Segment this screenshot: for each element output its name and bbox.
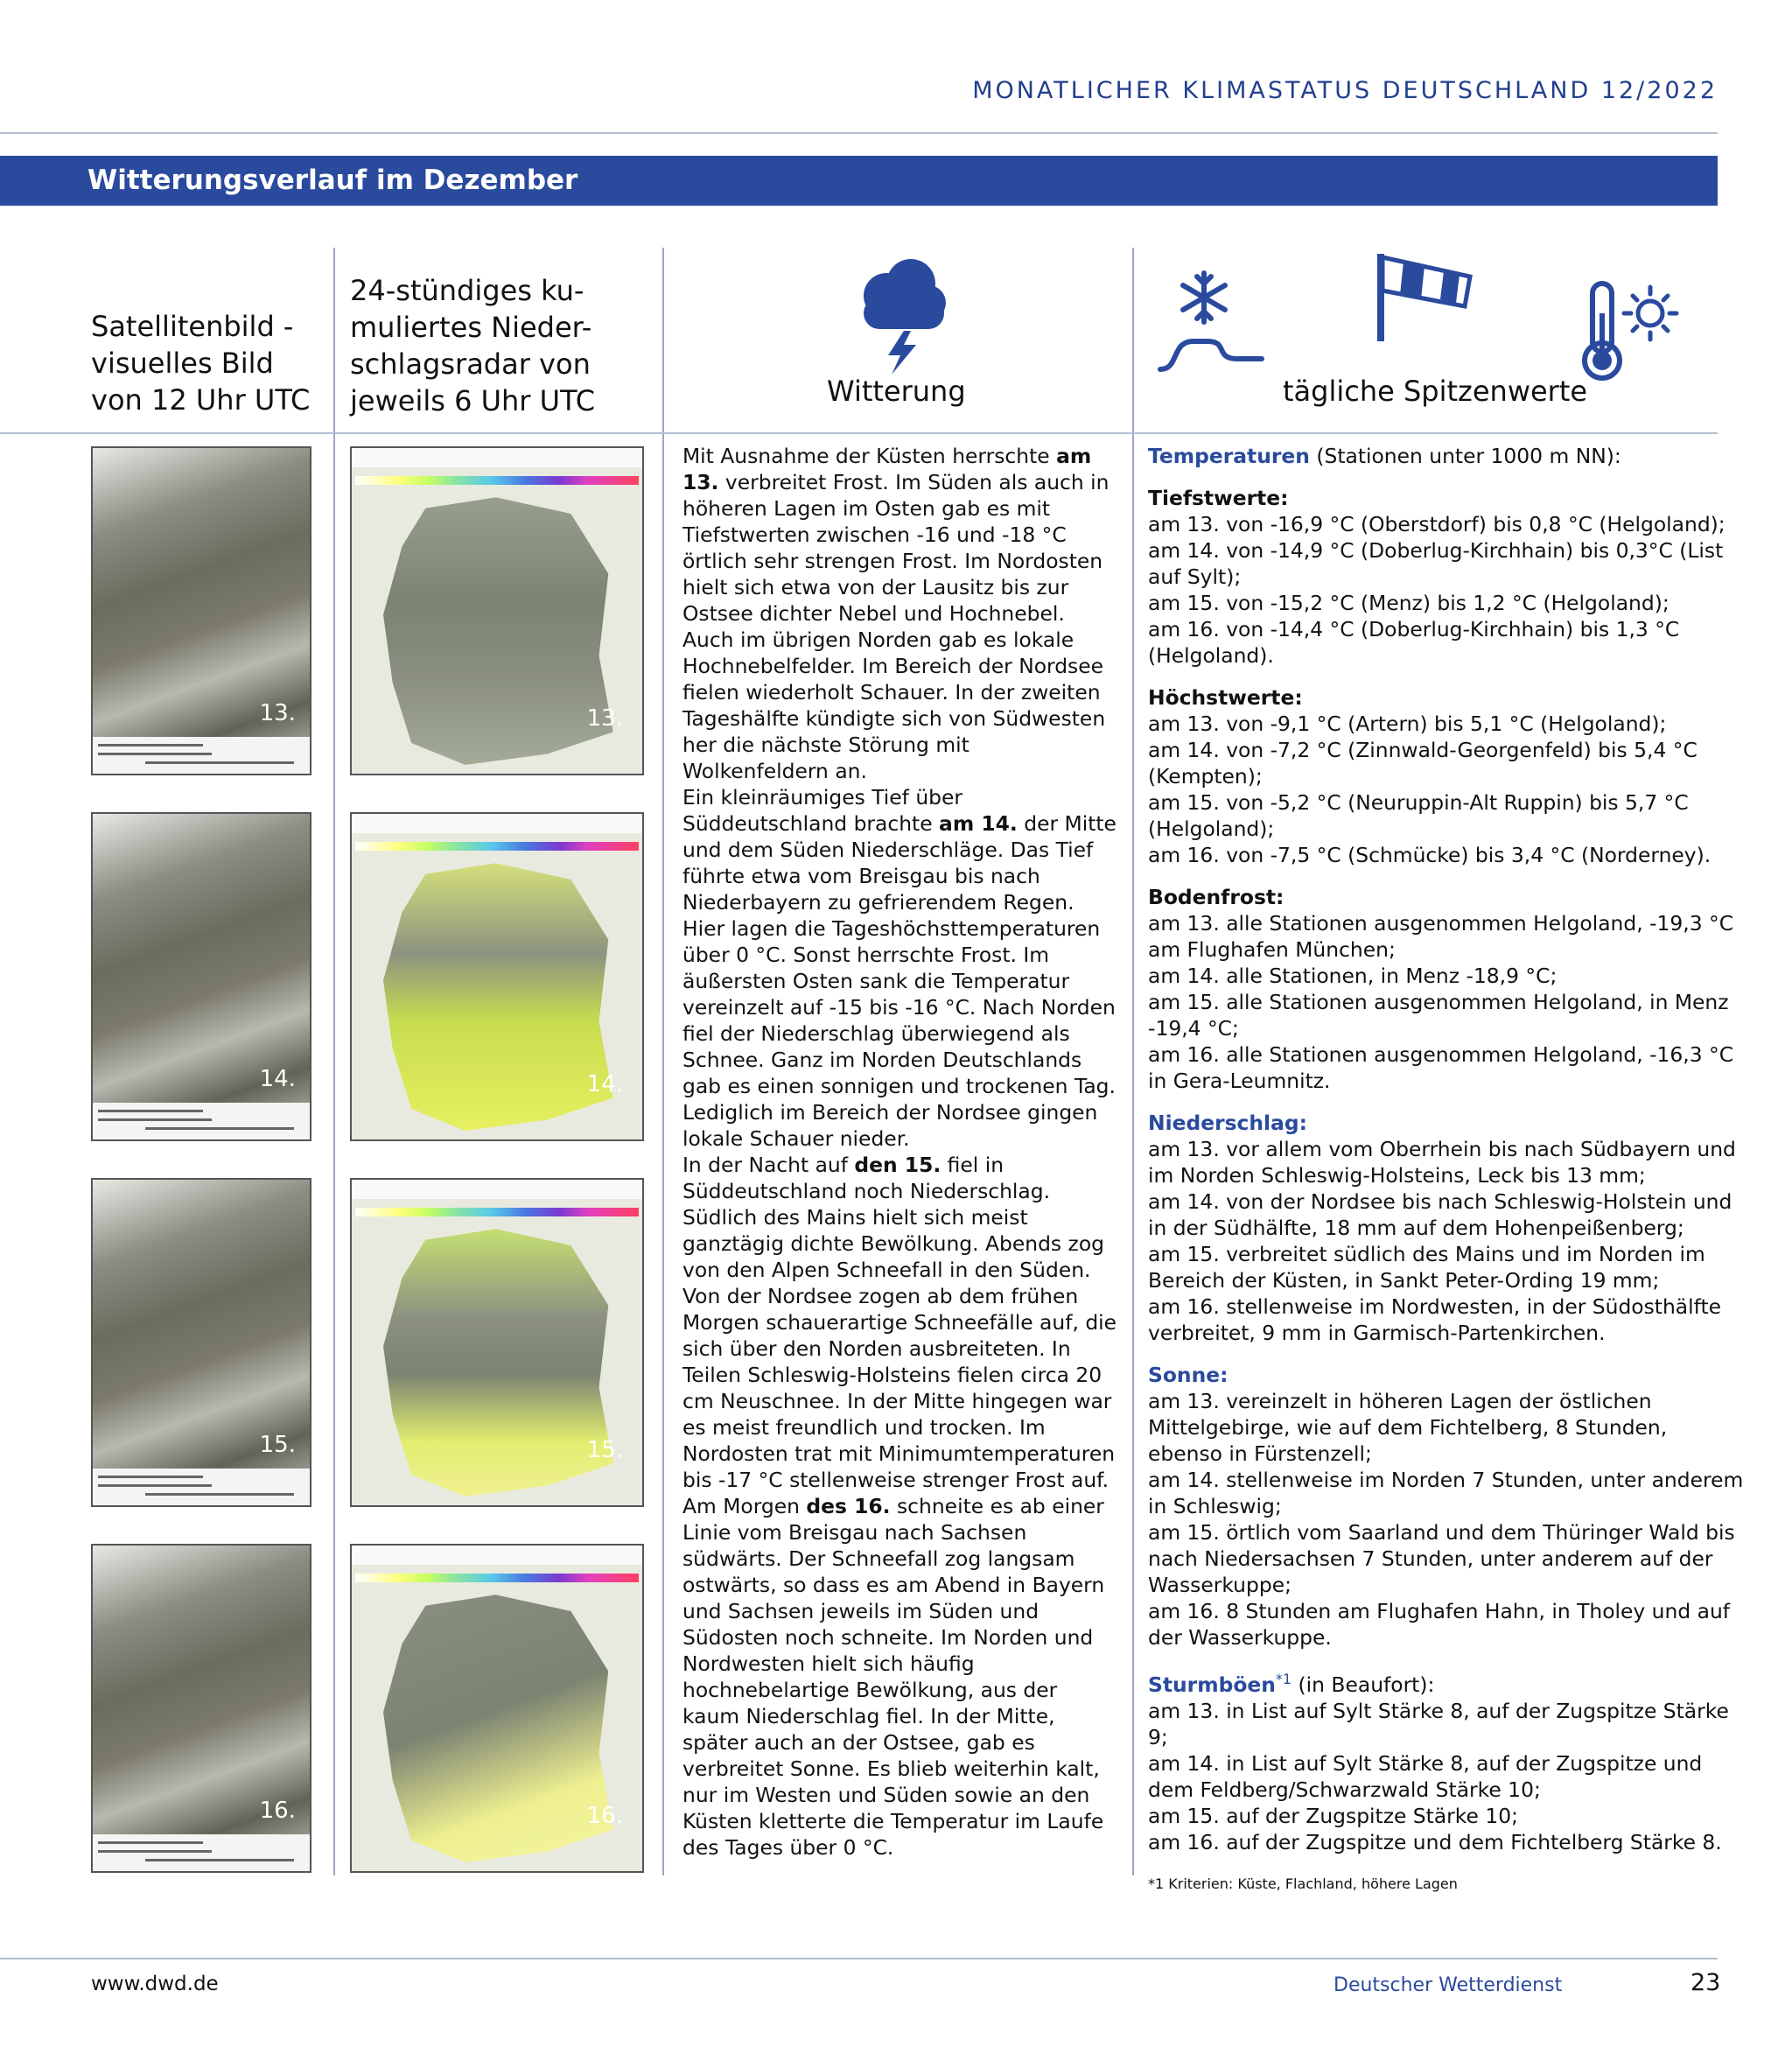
image-day-label: 16. <box>259 1798 296 1824</box>
niederschlag-title: Niederschlag: <box>1148 1111 1307 1135</box>
image-day-label: 13. <box>259 700 296 726</box>
header-line: 24-stündiges ku- <box>350 274 584 307</box>
column-header-rule <box>0 432 1718 434</box>
radar-color-scale <box>355 842 639 851</box>
radar-map <box>383 858 618 1131</box>
bodenfrost-block <box>1148 884 1745 1094</box>
list-item: am 14. in List auf Sylt Stärke 8, auf der Zugspitze und dem Feldberg/Schwarzwald Stärke 10; <box>1148 1750 1703 1802</box>
radar-color-scale <box>355 476 639 485</box>
radar-image <box>350 1544 644 1873</box>
list-item: am 13. alle Stationen ausgenommen Helgoland, -19,3 °C am Flughafen München; <box>1148 911 1734 962</box>
sonne-title: Sonne: <box>1148 1363 1228 1387</box>
column-header-spitzenwerte: tägliche Spitzenwerte <box>1283 375 1588 408</box>
footnote: *1 Kriterien: Küste, Flachland, höhere Lagen <box>1148 1875 1458 1892</box>
list-item: am 14. von der Nordsee bis nach Schleswig-Holstein und in der Südhälfte, 18 mm auf dem Hohenpeißenberg; <box>1148 1189 1732 1240</box>
tiefstwerte-block <box>1148 485 1745 669</box>
list-item: am 14. stellenweise im Norden 7 Stunden, unter anderem in Schleswig; <box>1148 1468 1744 1518</box>
list-item: am 16. von -14,4 °C (Doberlug-Kirchhain) bis 1,3 °C (Helgoland). <box>1148 617 1680 668</box>
satellite-image <box>91 812 312 1141</box>
list-item: am 15. alle Stationen ausgenommen Helgoland, in Menz -19,4 °C; <box>1148 990 1729 1041</box>
header-line: schlagsradar von <box>350 347 591 381</box>
image-caption <box>93 1834 310 1871</box>
column-header-witterung: Witterung <box>827 375 966 408</box>
header-line: muliertes Nieder- <box>350 311 592 344</box>
radar-image <box>350 446 644 775</box>
list-item: am 14. von -14,9 °C (Doberlug-Kirchhain) bis 0,3°C (List auf Sylt); <box>1148 538 1724 589</box>
temperature-note: (Stationen unter 1000 m NN): <box>1309 444 1621 468</box>
satellite-image <box>91 1178 312 1507</box>
radar-header <box>352 1546 642 1565</box>
radar-image <box>350 1178 644 1507</box>
image-day-label: 16. <box>586 1803 623 1829</box>
header-rule <box>0 132 1718 134</box>
sonne-list <box>1148 1388 1745 1651</box>
radar-color-scale <box>355 1574 639 1582</box>
satellite-image <box>91 446 312 775</box>
sturm-list <box>1148 1698 1745 1855</box>
niederschlag-list <box>1148 1136 1745 1346</box>
sonne-block <box>1148 1362 1745 1651</box>
list-item: am 14. von -7,2 °C (Zinnwald-Georgenfeld) bis 5,4 °C (Kempten); <box>1148 738 1698 789</box>
radar-color-scale <box>355 1208 639 1216</box>
image-day-label: 15. <box>259 1432 296 1458</box>
image-day-label: 13. <box>586 705 623 732</box>
thermometer-sun-icon <box>1575 278 1680 383</box>
satellite-image <box>91 1544 312 1873</box>
tiefstwerte-title: Tiefstwerte: <box>1148 486 1289 510</box>
section-banner <box>0 156 1718 206</box>
hoechstwerte-block <box>1148 684 1745 868</box>
list-item: am 16. 8 Stunden am Flughafen Hahn, in Tholey und auf der Wasserkuppe. <box>1148 1599 1731 1650</box>
sturm-footnote-marker: *1 <box>1275 1671 1292 1687</box>
list-item: am 13. vereinzelt in höheren Lagen der östlichen Mittelgebirge, wie auf dem Fichtelberg, 8 Stunden, ebenso in Fürstenzell; <box>1148 1389 1668 1466</box>
list-item: am 16. auf der Zugspitze und dem Fichtelberg Stärke 8. <box>1148 1829 1722 1854</box>
header-line: jeweils 6 Uhr UTC <box>350 384 596 417</box>
sturm-title: Sturmböen <box>1148 1672 1276 1697</box>
column-divider <box>662 248 664 1875</box>
list-item: am 15. verbreitet südlich des Mains und im Norden im Bereich der Küsten, in Sankt Peter-Ording 19 mm; <box>1148 1242 1705 1293</box>
temperature-title: Temperaturen <box>1148 444 1310 468</box>
column-header-satellite <box>91 308 310 418</box>
radar-header <box>352 448 642 467</box>
spitzenwerte-text <box>1148 443 1745 1897</box>
list-item: am 13. von -16,9 °C (Oberstdorf) bis 0,8 °C (Helgoland); <box>1148 512 1726 536</box>
bodenfrost-list <box>1148 910 1745 1094</box>
radar-map <box>383 1589 618 1862</box>
header-line: von 12 Uhr UTC <box>91 383 311 417</box>
hoechstwerte-list <box>1148 711 1745 868</box>
list-item: am 15. von -15,2 °C (Menz) bis 1,2 °C (Helgoland); <box>1148 591 1670 615</box>
witterung-paragraph: Am Morgen des 16. schneite es ab einer Linie vom Breisgau nach Sachsen südwärts. Der Schneefall zog langsam ostwärts, so dass es am Abend in Bayern und Sachsen jeweils im Süden und Südosten noch schneite. Im Norden und Nordwesten hielt sich häufig hochnebelartige Bewölkung, aus der kaum Niederschlag fiel. In der Mitte, später auch an der Ostsee, gab es verbreitet Sonne. Es blieb weiterhin kalt, nur im Westen und Süden sowie an den Küsten kletterte die Temperatur im Laufe des Tages über 0 °C. <box>682 1494 1105 1860</box>
list-item: am 13. von -9,1 °C (Artern) bis 5,1 °C (Helgoland); <box>1148 712 1667 736</box>
hoechstwerte-title: Höchstwerte: <box>1148 685 1303 710</box>
witterung-paragraph: In der Nacht auf den 15. fiel in Süddeutschland noch Niederschlag. Südlich des Mains hielt sich meist ganztägig dichte Bewölkung. Abends zog von den Alpen Schneefall in den Süden. Von der Nordsee zogen ab dem frühen Morgen schauerartige Schneefälle auf, die sich über den Norden ausbreiteten. In Teilen Schleswig-Holsteins fielen circa 20 cm Neuschnee. In der Mitte hingegen war es meist freundlich und trocken. Im Nordosten trat mit Minimumtemperaturen bis -17 °C stellenweise strenger Frost auf. <box>682 1153 1117 1492</box>
publication-title: MONATLICHER KLIMASTATUS DEUTSCHLAND 12/2022 <box>972 77 1718 104</box>
image-day-label: 14. <box>259 1066 296 1092</box>
radar-map <box>383 1223 618 1497</box>
list-item: am 13. vor allem vom Oberrhein bis nach Südbayern und im Norden Schleswig-Holsteins, Leck bis 13 mm; <box>1148 1137 1736 1188</box>
temperature-heading <box>1148 443 1745 469</box>
image-day-label: 14. <box>586 1071 623 1097</box>
list-item: am 16. alle Stationen ausgenommen Helgoland, -16,3 °C in Gera-Leumnitz. <box>1148 1042 1734 1093</box>
sturm-note: (in Beaufort): <box>1292 1672 1435 1697</box>
radar-header <box>352 814 642 833</box>
list-item: am 15. von -5,2 °C (Neuruppin-Alt Ruppin) bis 5,7 °C (Helgoland); <box>1148 790 1689 841</box>
footer-url[interactable]: www.dwd.de <box>91 1973 219 1995</box>
image-caption <box>93 737 310 774</box>
witterung-paragraph: Mit Ausnahme der Küsten herrschte am 13. verbreitet Frost. Im Süden als auch in höheren Lagen im Osten gab es mit Tiefstwerten zwischen -16 und -18 °C örtlich sehr strengen Frost. Im Nordosten hielt sich etwa von der Lausitz bis zur Ostsee dichter Nebel und Hochnebel. Auch im übrigen Norden gab es lokale Hochnebelfelder. Im Bereich der Nordsee fielen wiederholt Schauer. In der zweiten Tageshälfte kündigte sich von Südwesten her die nächste Störung mit Wolkenfeldern an. <box>682 444 1110 783</box>
radar-image <box>350 812 644 1141</box>
image-day-label: 15. <box>586 1437 623 1463</box>
witterung-text <box>682 443 1120 1861</box>
list-item: am 13. in List auf Sylt Stärke 8, auf der Zugspitze Stärke 9; <box>1148 1698 1729 1749</box>
list-item: am 15. auf der Zugspitze Stärke 10; <box>1148 1803 1518 1828</box>
column-header-radar <box>350 272 595 419</box>
list-item: am 16. von -7,5 °C (Schmücke) bis 3,4 °C (Norderney). <box>1148 843 1712 867</box>
list-item: am 15. örtlich vom Saarland und dem Thüringer Wald bis nach Niedersachsen 7 Stunden, unter anderem auf der Wasserkuppe; <box>1148 1520 1735 1597</box>
image-caption <box>93 1103 310 1139</box>
footer-org: Deutscher Wetterdienst <box>1334 1974 1563 1996</box>
header-line: visuelles Bild <box>91 347 274 380</box>
radar-map <box>383 492 618 765</box>
windsock-icon <box>1374 249 1479 345</box>
radar-header <box>352 1180 642 1199</box>
snowflake-road-icon <box>1153 266 1267 378</box>
list-item: am 16. stellenweise im Nordwesten, in der Südosthälfte verbreitet, 9 mm in Garmisch-Partenkirchen. <box>1148 1294 1722 1345</box>
image-caption <box>93 1469 310 1505</box>
page-number: 23 <box>1690 1969 1721 1996</box>
bodenfrost-title: Bodenfrost: <box>1148 885 1284 909</box>
sturm-block <box>1148 1666 1745 1855</box>
niederschlag-block <box>1148 1110 1745 1346</box>
header-line: Satellitenbild - <box>91 310 294 343</box>
witterung-paragraph: Ein kleinräumiges Tief über Süddeutschland brachte am 14. der Mitte und dem Süden Niederschläge. Das Tief führte etwa vom Breisgau bis nach Niederbayern zu gefrierendem Regen. Hier lagen die Tageshöchsttemperaturen über 0 °C. Sonst herrschte Frost. Im äußersten Osten sank die Temperatur vereinzelt auf -15 bis -16 °C. Nach Norden fiel der Niederschlag überwiegend als Schnee. Ganz im Norden Deutschlands gab es einen sonnigen und trockenen Tag. Lediglich im Bereich der Nordsee gingen lokale Schauer nieder. <box>682 785 1116 1151</box>
column-divider <box>1132 248 1134 1875</box>
column-divider <box>333 248 335 1875</box>
thunderstorm-cloud-icon <box>853 254 949 376</box>
list-item: am 14. alle Stationen, in Menz -18,9 °C; <box>1148 964 1558 988</box>
footer-rule <box>0 1958 1718 1959</box>
tiefstwerte-list <box>1148 511 1745 669</box>
section-title: Witterungsverlauf im Dezember <box>88 165 578 196</box>
